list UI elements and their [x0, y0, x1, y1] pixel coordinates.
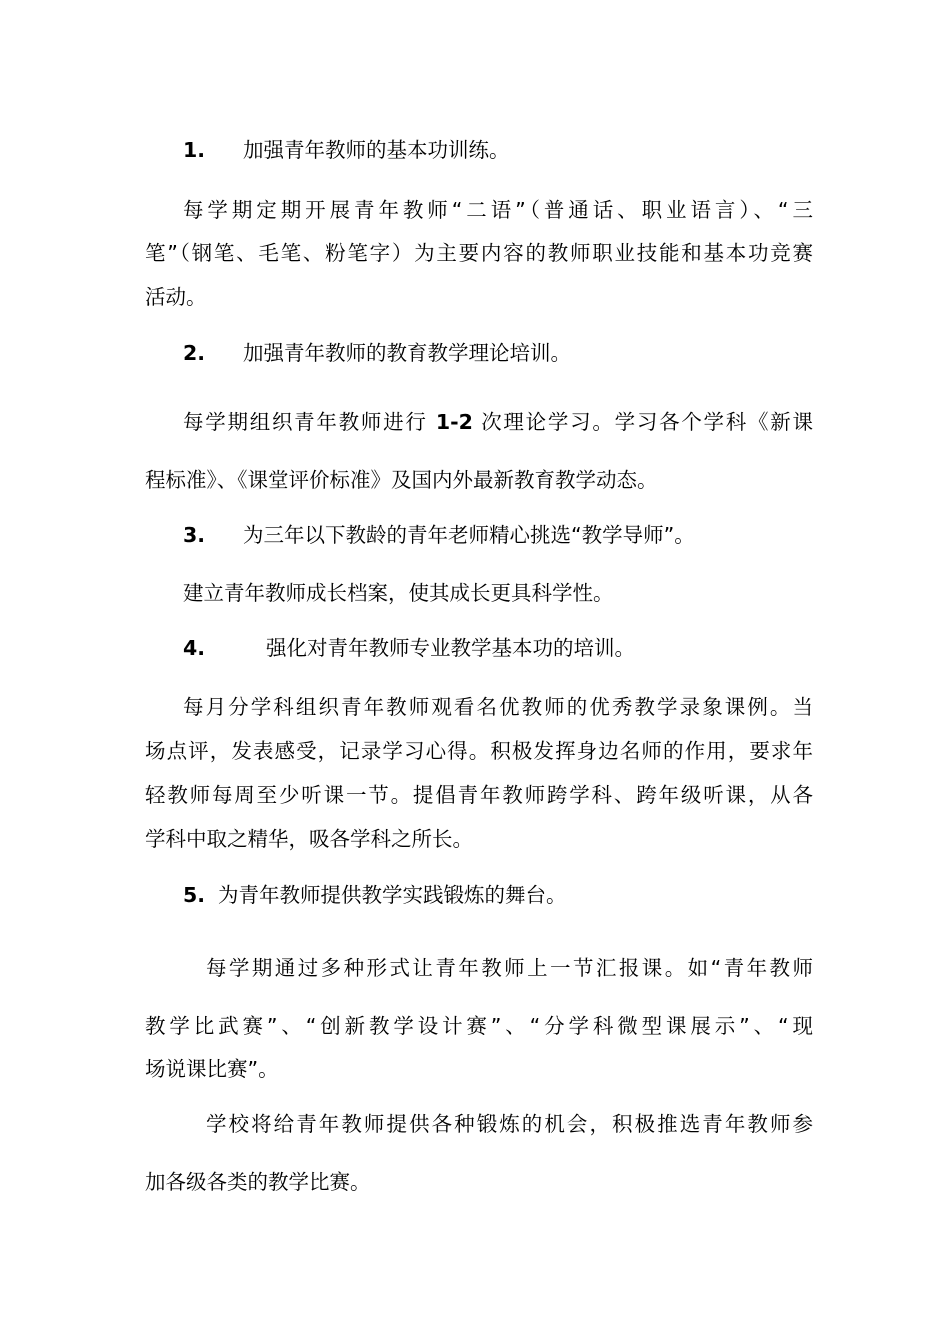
- section-1-heading: 1. 加强青年教师的基本功训练。: [183, 138, 510, 162]
- section-2-body-bold: 1-2: [435, 410, 473, 434]
- section-3-heading-text: 为三年以下教龄的青年老师精心挑选“教学导师”。: [243, 523, 695, 547]
- section-4-body-line-1: 每月分学科组织青年教师观看名优教师的优秀教学录象课例。当: [183, 695, 813, 719]
- section-1-body-line-1: 每学期定期开展青年教师“二语”（普通话、职业语言）、“三: [183, 198, 813, 222]
- section-2-heading: 2. 加强青年教师的教育教学理论培训。: [183, 341, 571, 365]
- section-1-heading-text: 加强青年教师的基本功训练。: [243, 138, 510, 162]
- section-2-body-pre: 每学期组织青年教师进行: [183, 410, 428, 434]
- section-5-body-line-5: 加各级各类的教学比赛。: [145, 1170, 371, 1194]
- section-4-body-line-3: 轻教师每周至少听课一节。提倡青年教师跨学科、跨年级听课，从各: [145, 783, 813, 807]
- section-2-body-line-1: [183, 407, 813, 437]
- section-2-number: 2: [183, 341, 198, 365]
- section-4-number: 4: [183, 636, 198, 660]
- section-5-body-line-4: 学校将给青年教师提供各种锻炼的机会，积极推选青年教师参: [206, 1112, 813, 1136]
- section-1-number: 1: [183, 138, 198, 162]
- section-3-number: 3: [183, 523, 198, 547]
- section-2-body-line-2: 程标准》、《课堂评价标准》及国内外最新教育教学动态。: [145, 468, 658, 492]
- section-1-body-line-2: 笔”（钢笔、毛笔、粉笔字）为主要内容的教师职业技能和基本功竞赛: [145, 241, 813, 265]
- section-3-body-line-1: 建立青年教师成长档案，使其成长更具科学性。: [183, 581, 614, 605]
- section-5-body-line-3: 场说课比赛”。: [145, 1057, 279, 1081]
- section-2-body-post: 次理论学习。学习各个学科《新课: [481, 410, 814, 434]
- section-2-heading-text: 加强青年教师的教育教学理论培训。: [243, 341, 571, 365]
- section-5-number: 5: [183, 883, 198, 907]
- section-1-body-line-3: 活动。: [145, 285, 207, 309]
- section-5-heading: 5. 为青年教师提供教学实践锻炼的舞台。: [183, 883, 567, 907]
- section-4-body-line-2: 场点评，发表感受，记录学习心得。积极发挥身边名师的作用，要求年: [145, 739, 813, 763]
- section-4-body-line-4: 学科中取之精华，吸各学科之所长。: [145, 827, 473, 851]
- section-5-body-line-1: 每学期通过多种形式让青年教师上一节汇报课。如“青年教师: [206, 956, 813, 980]
- section-4-heading: 4. 强化对青年教师专业教学基本功的培训。: [183, 636, 635, 660]
- section-5-body-line-2: 教学比武赛”、“创新教学设计赛”、“分学科微型课展示”、“现: [145, 1014, 813, 1038]
- section-4-heading-text: 强化对青年教师专业教学基本功的培训。: [266, 636, 635, 660]
- section-3-heading: 3. 为三年以下教龄的青年老师精心挑选“教学导师”。: [183, 523, 695, 547]
- section-5-heading-text: 为青年教师提供教学实践锻炼的舞台。: [218, 883, 567, 907]
